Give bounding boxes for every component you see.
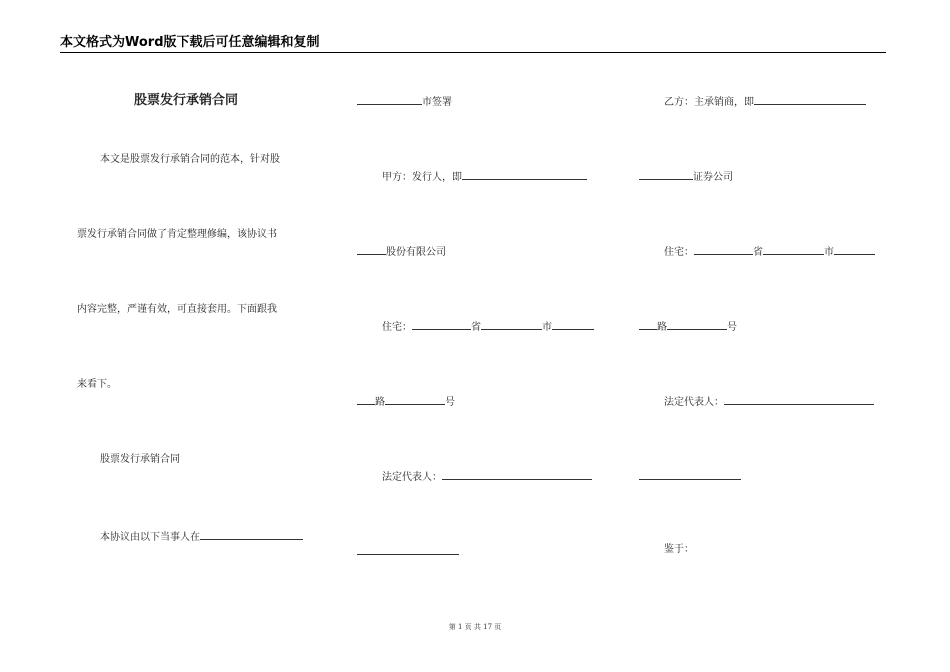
city-label: 市 — [542, 322, 552, 333]
company-suffix-text: 股份有限公司 — [386, 247, 446, 258]
blank-underline — [442, 468, 592, 480]
page-label-mid: 页 共 — [464, 623, 481, 631]
province-label: 省 — [471, 322, 481, 333]
blank-line — [357, 543, 604, 560]
blank-underline — [639, 468, 741, 480]
intro-line: 来看下。 — [77, 379, 117, 390]
text-column-1 — [77, 0, 322, 672]
party-a-road-line — [357, 393, 604, 410]
contract-subtitle: 股票发行承销合同 — [100, 454, 180, 465]
blank-underline — [834, 243, 875, 255]
text-column-2 — [357, 0, 604, 672]
party-b-residence-line — [664, 243, 910, 260]
legal-rep-label: 法定代表人： — [382, 472, 442, 483]
blank-underline — [481, 318, 542, 330]
blank-underline — [639, 168, 693, 180]
page-label-prefix: 第 — [448, 623, 456, 631]
number-label: 号 — [445, 397, 455, 408]
road-label: 路 — [657, 322, 667, 333]
blank-underline — [462, 168, 587, 180]
agreement-intro-text: 本协议由以下当事人在 — [100, 532, 200, 543]
document-title: 股票发行承销合同 — [134, 93, 239, 108]
blank-underline — [385, 393, 445, 405]
party-a-line — [382, 168, 629, 185]
header-banner-text: 本文格式为Word版下载后可任意编辑和复制 — [60, 35, 320, 50]
blank-underline — [667, 318, 727, 330]
securities-company-line — [639, 168, 885, 185]
agreement-intro-line — [100, 528, 345, 545]
intro-line: 本文是股票发行承销合同的范本，针对股 — [100, 154, 280, 165]
whereas-label: 鉴于： — [664, 544, 694, 555]
blank-underline — [754, 93, 866, 105]
road-label: 路 — [375, 397, 385, 408]
text-column-3 — [639, 0, 885, 672]
blank-underline — [724, 393, 874, 405]
intro-line: 票发行承销合同做了肯定整理修编，该协议书 — [77, 229, 277, 240]
legal-rep-label: 法定代表人： — [664, 397, 724, 408]
blank-underline — [357, 93, 422, 105]
company-line — [357, 243, 604, 260]
page-total: 17 — [483, 623, 493, 631]
blank-underline — [694, 243, 753, 255]
blank-underline — [763, 243, 824, 255]
blank-underline — [200, 528, 303, 540]
number-label: 号 — [727, 322, 737, 333]
page-current: 1 — [457, 623, 463, 631]
city-sign-line — [357, 93, 604, 110]
city-sign-text: 市签署 — [422, 97, 452, 108]
page-label-suffix: 页 — [494, 623, 502, 631]
securities-company-text: 证券公司 — [693, 172, 733, 183]
blank-underline — [357, 393, 375, 405]
party-b-road-line — [639, 318, 885, 335]
residence-label: 住宅： — [382, 322, 412, 333]
blank-line — [639, 468, 885, 485]
blank-underline — [357, 543, 459, 555]
party-a-label: 甲方：发行人，即 — [382, 172, 462, 183]
blank-underline — [357, 243, 386, 255]
intro-line: 内容完整，严谨有效，可直接套用。下面跟我 — [77, 304, 277, 315]
page-footer — [0, 622, 950, 632]
residence-label: 住宅： — [664, 247, 694, 258]
party-a-residence-line — [382, 318, 629, 335]
city-label: 市 — [824, 247, 834, 258]
blank-underline — [412, 318, 471, 330]
party-b-label: 乙方：主承销商，即 — [664, 97, 754, 108]
blank-underline — [552, 318, 594, 330]
blank-underline — [639, 318, 657, 330]
province-label: 省 — [753, 247, 763, 258]
party-a-legal-rep-line — [382, 468, 629, 485]
party-b-line — [664, 93, 910, 110]
party-b-legal-rep-line — [664, 393, 910, 410]
